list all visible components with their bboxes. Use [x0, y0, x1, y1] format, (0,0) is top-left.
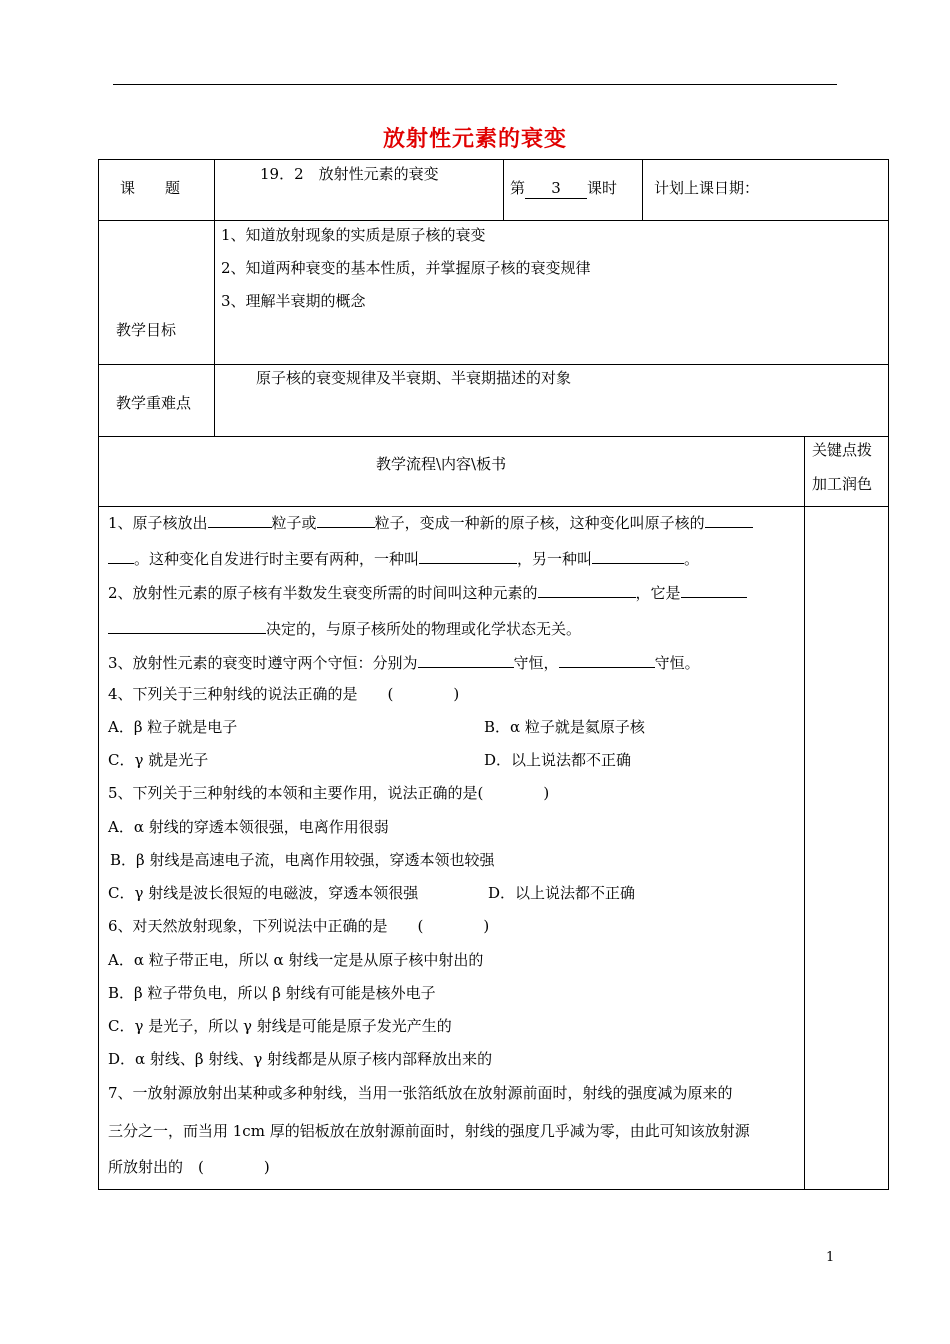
q5-option-b: B．β 射线是高速电子流，电离作用较强，穿透本领也较强 [110, 851, 495, 869]
blank[interactable] [208, 511, 272, 528]
q5-option-c: C．γ 射线是波长很短的电磁波，穿透本领很强 [108, 884, 419, 902]
q4-option-d: D．以上说法都不正确 [484, 751, 632, 769]
q2-text-c: 决定的，与原子核所处的物理或化学状态无关。 [266, 620, 582, 638]
keypoints-label: 教学重难点 [116, 394, 192, 412]
question-7-line-3: 所放射出的 ( ) [108, 1158, 270, 1176]
blank[interactable] [538, 581, 636, 598]
period-field [510, 178, 617, 199]
blank[interactable] [592, 547, 684, 564]
q6-option-a: A．α 粒子带正电，所以 α 射线一定是从原子核中射出的 [108, 951, 484, 969]
objective-item: 2、知道两种衰变的基本性质，并掌握原子核的衰变规律 [221, 259, 591, 277]
q6-option-c: C．γ 是光子，所以 γ 射线是可能是原子发光产生的 [108, 1017, 452, 1035]
q1-text-b: 粒子或 [271, 514, 317, 532]
q5-option-d: D．以上说法都不正确 [488, 884, 636, 902]
question-2-line-1 [108, 581, 747, 603]
flow-header-label: 教学流程\内容\板书 [376, 455, 507, 473]
q4-option-b: B．α 粒子就是氦原子核 [484, 718, 645, 736]
page-number: 1 [826, 1250, 835, 1265]
side-header-line1: 关键点拨 [812, 441, 873, 459]
page-title: 放射性元素的衰变 [382, 126, 567, 152]
question-7-line-1: 7、一放射源放射出某种或多种射线，当用一张箔纸放在放射源前面时，射线的强度减为原来的 [108, 1084, 733, 1102]
blank[interactable] [559, 651, 655, 668]
blank[interactable] [418, 651, 514, 668]
cell-side-content [804, 506, 889, 1190]
plan-date-label: 计划上课日期： [654, 179, 760, 197]
q6-option-b: B．β 粒子带负电，所以 β 射线有可能是核外电子 [108, 984, 436, 1002]
q1-text-a: 1、原子核放出 [108, 514, 208, 532]
objectives-label: 教学目标 [116, 321, 177, 339]
lesson-title: 19．2 放射性元素的衰变 [260, 165, 439, 183]
q4-option-c: C．γ 就是光子 [108, 751, 209, 769]
question-1-line-2 [108, 547, 699, 569]
q3-text-c: 守恒。 [654, 654, 700, 672]
period-prefix: 第 [510, 179, 526, 197]
question-5: 5、下列关于三种射线的本领和主要作用，说法正确的是( ) [108, 784, 550, 802]
q6-option-d: D．α 射线、β 射线、γ 射线都是从原子核内部释放出来的 [108, 1050, 493, 1068]
question-7-line-2: 三分之一，而当用 1cm 厚的铝板放在放射源前面时，射线的强度几乎减为零，由此可知该放射源 [108, 1122, 750, 1140]
q5-option-a: A．α 射线的穿透本领很强，电离作用很弱 [108, 818, 389, 836]
q1-text-c: 粒子，变成一种新的原子核，这种变化叫原子核的 [374, 514, 705, 532]
blank[interactable] [705, 511, 753, 528]
question-6: 6、对天然放射现象，下列说法中正确的是 ( ) [108, 917, 490, 935]
side-header-line2: 加工润色 [812, 475, 873, 493]
blank[interactable] [681, 581, 747, 598]
objective-item: 1、知道放射现象的实质是原子核的衰变 [221, 226, 486, 244]
objective-item: 3、理解半衰期的概念 [221, 292, 366, 310]
blank[interactable] [317, 511, 375, 528]
q1-text-f: 。 [684, 550, 700, 568]
period-suffix: 课时 [587, 179, 618, 197]
question-2-line-2 [108, 617, 581, 639]
keypoints-text: 原子核的衰变规律及半衰期、半衰期描述的对象 [256, 369, 572, 387]
q1-text-d: 。这种变化自发进行时主要有两种，一种叫 [134, 550, 420, 568]
question-1-line-1 [108, 511, 753, 533]
q3-text-b: 守恒， [513, 654, 559, 672]
q2-text-b: ，它是 [635, 584, 681, 602]
q3-text-a: 3、放射性元素的衰变时遵守两个守恒：分别为 [108, 654, 418, 672]
blank[interactable] [108, 617, 266, 634]
q2-text-a: 2、放射性元素的原子核有半数发生衰变所需的时间叫这种元素的 [108, 584, 538, 602]
blank[interactable] [108, 547, 134, 564]
blank[interactable] [419, 547, 517, 564]
q4-option-a: A．β 粒子就是电子 [108, 718, 238, 736]
q1-text-e: ，另一种叫 [517, 550, 593, 568]
question-3 [108, 651, 700, 673]
question-4: 4、下列关于三种射线的说法正确的是 ( ) [108, 685, 460, 703]
header-rule [113, 84, 837, 85]
topic-label: 课 题 [120, 179, 181, 197]
cell-label-objectives [98, 220, 215, 365]
period-value: 3 [525, 178, 587, 199]
